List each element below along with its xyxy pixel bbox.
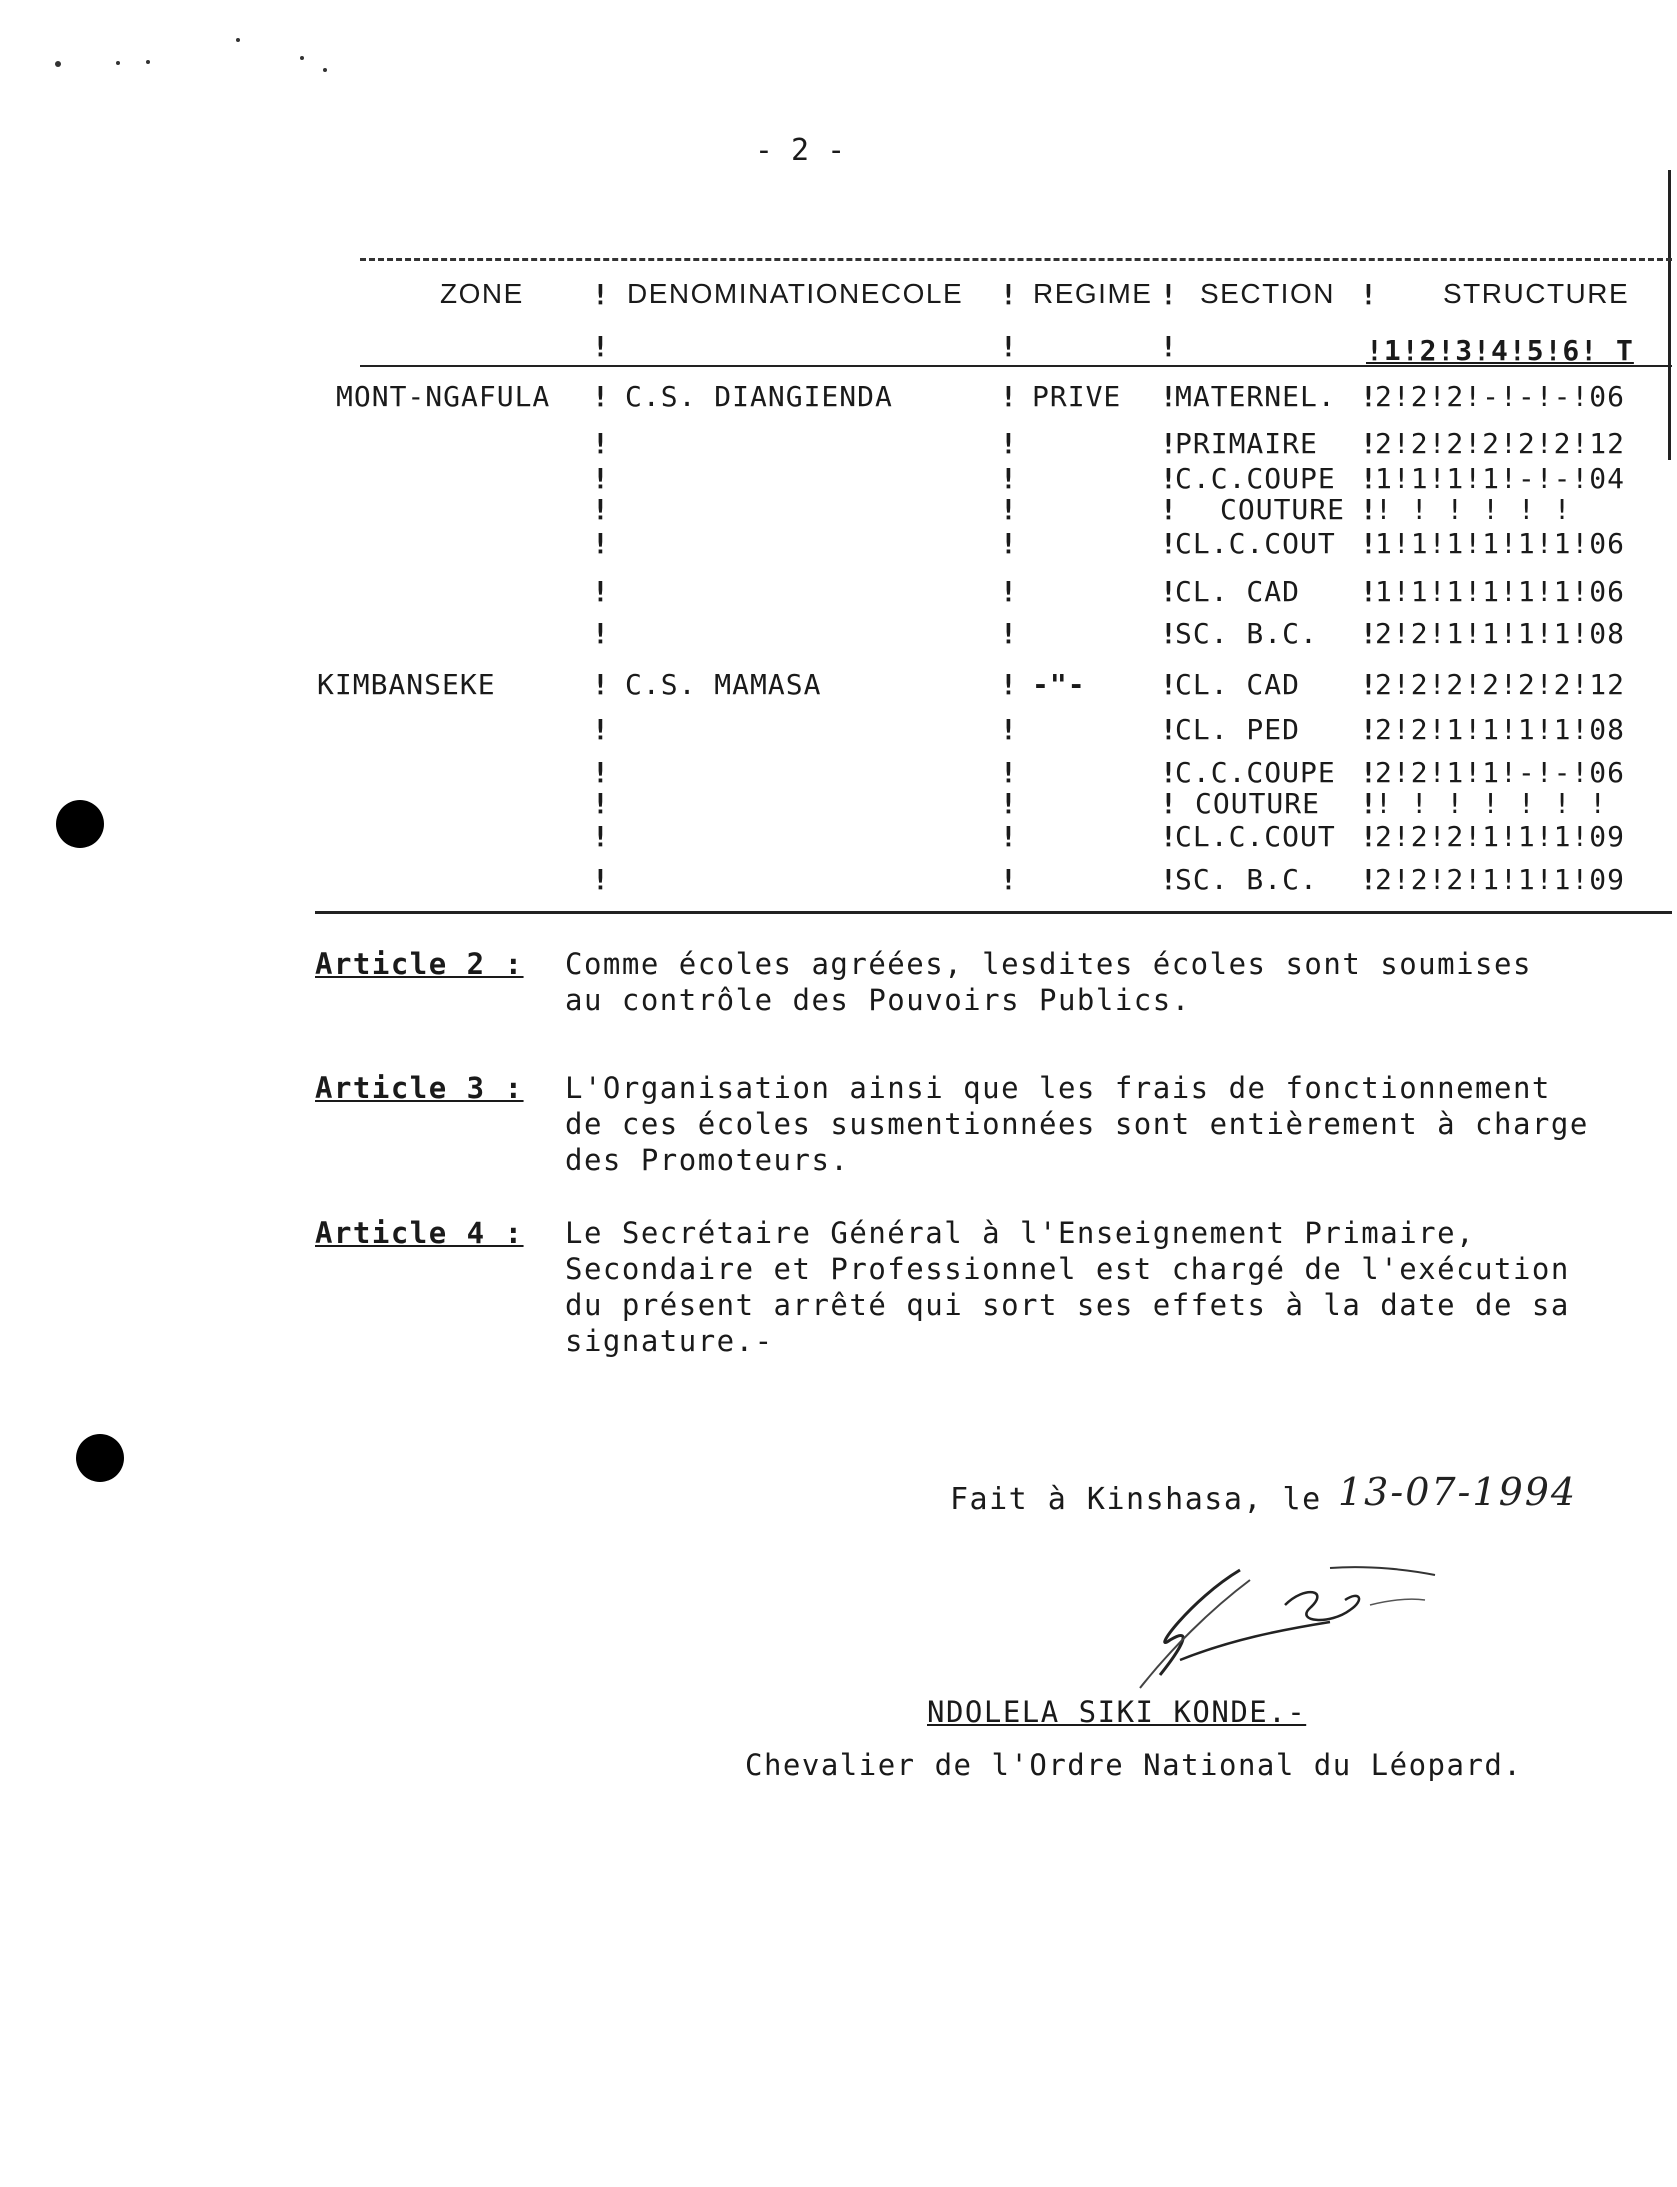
cell-regime: PRIVE <box>1032 380 1122 413</box>
cell-structure: 2!2!1!1!1!1!08 <box>1375 617 1626 650</box>
cell-structure: ! ! ! ! ! ! <box>1375 493 1572 526</box>
column-separator: ! <box>1000 617 1017 650</box>
article-text: Comme écoles agréées, lesdites écoles sont soumises au contrôle des Pouvoirs Publics. <box>565 947 1532 1017</box>
column-separator: ! <box>1360 820 1377 853</box>
header-denomination: DENOMINATIONECOLE <box>627 278 964 309</box>
column-separator: ! <box>1000 278 1017 311</box>
column-separator: ! <box>1360 863 1377 896</box>
column-separator: ! <box>1000 756 1017 789</box>
column-separator: ! <box>1160 713 1177 746</box>
column-separator: ! <box>1000 668 1017 701</box>
page-number: - 2 - <box>754 133 846 168</box>
cell-school: C.S. MAMASA <box>625 668 822 701</box>
table-bottom-rule <box>315 911 1672 914</box>
cell-structure: 2!2!2!1!1!1!09 <box>1375 820 1626 853</box>
column-separator: ! <box>1000 427 1017 460</box>
column-separator: ! <box>592 330 609 363</box>
cell-section: CL. PED <box>1175 713 1301 746</box>
column-separator: ! <box>1160 668 1177 701</box>
signer-name: NDOLELA SIKI KONDE.- <box>927 1695 1307 1729</box>
cell-regime: -"- <box>1032 668 1086 701</box>
cell-section: MATERNEL. <box>1175 380 1336 413</box>
table-header-rule <box>360 365 1672 367</box>
column-separator: ! <box>1000 820 1017 853</box>
column-separator: ! <box>1000 380 1017 413</box>
cell-structure: 2!2!2!2!2!2!12 <box>1375 668 1626 701</box>
column-separator: ! <box>1360 713 1377 746</box>
cell-section: C.C.COUPE <box>1175 756 1336 789</box>
column-separator: ! <box>592 787 609 820</box>
column-separator: ! <box>592 668 609 701</box>
column-separator: ! <box>592 863 609 896</box>
column-separator: ! <box>592 462 609 495</box>
column-separator: ! <box>1000 787 1017 820</box>
column-separator: ! <box>1000 527 1017 560</box>
column-separator: ! <box>592 756 609 789</box>
cell-structure: 2!2!2!1!1!1!09 <box>1375 863 1626 896</box>
article-label: Article 3 : <box>315 1071 524 1105</box>
column-separator: ! <box>1360 527 1377 560</box>
column-separator: ! <box>1360 380 1377 413</box>
column-separator: ! <box>1000 493 1017 526</box>
column-separator: ! <box>1160 493 1177 526</box>
column-separator: ! <box>1360 462 1377 495</box>
column-separator: ! <box>1360 278 1377 311</box>
column-separator: ! <box>592 380 609 413</box>
cell-structure: 2!2!1!1!-!-!06 <box>1375 756 1626 789</box>
column-separator: ! <box>1160 427 1177 460</box>
column-separator: ! <box>1160 756 1177 789</box>
column-separator: ! <box>592 527 609 560</box>
cell-section: C.C.COUPE <box>1175 462 1336 495</box>
column-separator: ! <box>1000 575 1017 608</box>
column-separator: ! <box>1160 820 1177 853</box>
article-text: L'Organisation ainsi que les frais de fonctionnement de ces écoles susmentionnées sont entièrement à charge des Promoteurs. <box>565 1071 1589 1177</box>
column-separator: ! <box>1160 527 1177 560</box>
column-separator: ! <box>592 820 609 853</box>
column-separator: ! <box>1360 493 1377 526</box>
cell-structure: 1!1!1!1!1!1!06 <box>1375 575 1626 608</box>
column-separator: ! <box>1160 380 1177 413</box>
cell-section: CL. CAD <box>1175 668 1301 701</box>
column-separator: ! <box>1160 863 1177 896</box>
table-top-rule <box>360 258 1672 261</box>
cell-structure: 2!2!1!1!1!1!08 <box>1375 713 1626 746</box>
column-separator: ! <box>1160 330 1177 363</box>
column-separator: ! <box>1160 575 1177 608</box>
column-separator: ! <box>592 713 609 746</box>
column-separator: ! <box>1360 787 1377 820</box>
page-edge-line <box>1668 170 1671 460</box>
column-separator: ! <box>592 278 609 311</box>
cell-section: COUTURE <box>1220 493 1346 526</box>
column-separator: ! <box>1360 575 1377 608</box>
column-separator: ! <box>1360 756 1377 789</box>
column-separator: ! <box>1160 787 1177 820</box>
column-separator: ! <box>1000 330 1017 363</box>
column-separator: ! <box>1000 713 1017 746</box>
punch-hole-top <box>56 800 104 848</box>
cell-structure: 2!2!2!2!2!2!12 <box>1375 427 1626 460</box>
header-section: SECTION <box>1200 278 1335 309</box>
article-text: Le Secrétaire Général à l'Enseignement Primaire, Secondaire et Professionnel est chargé de l'exécution du présent arrêté qui sort ses effets à la date de sa signature.- <box>565 1216 1570 1358</box>
cell-section: SC. B.C. <box>1175 863 1318 896</box>
column-separator: ! <box>1160 617 1177 650</box>
column-separator: ! <box>1160 462 1177 495</box>
cell-section: CL.C.COUT <box>1175 820 1336 853</box>
column-separator: ! <box>592 575 609 608</box>
column-separator: ! <box>1000 462 1017 495</box>
column-separator: ! <box>592 617 609 650</box>
column-separator: ! <box>592 427 609 460</box>
header-zone: ZONE <box>440 278 524 309</box>
header-structure-sub: !1!2!3!4!5!6! T <box>1366 334 1634 367</box>
scan-specks <box>0 0 400 90</box>
header-regime: REGIME <box>1033 278 1153 309</box>
column-separator: ! <box>1160 278 1177 311</box>
cell-structure: 1!1!1!1!-!-!04 <box>1375 462 1626 495</box>
cell-section: COUTURE <box>1195 787 1321 820</box>
cell-school: C.S. DIANGIENDA <box>625 380 893 413</box>
cell-section: CL.C.COUT <box>1175 527 1336 560</box>
article-label: Article 4 : <box>315 1216 524 1250</box>
article-label: Article 2 : <box>315 947 524 981</box>
handwritten-signature <box>1030 1530 1450 1690</box>
cell-zone: KIMBANSEKE <box>317 668 496 701</box>
cell-section: SC. B.C. <box>1175 617 1318 650</box>
cell-zone: MONT-NGAFULA <box>336 380 551 413</box>
signer-title: Chevalier de l'Ordre National du Léopard. <box>745 1748 1523 1782</box>
column-separator: ! <box>1360 617 1377 650</box>
cell-structure: ! ! ! ! ! ! ! <box>1375 787 1608 820</box>
column-separator: ! <box>1360 427 1377 460</box>
cell-section: PRIMAIRE <box>1175 427 1318 460</box>
column-separator: ! <box>592 493 609 526</box>
column-separator: ! <box>1000 863 1017 896</box>
cell-structure: 2!2!2!-!-!-!06 <box>1375 380 1626 413</box>
place-line: Fait à Kinshasa, le <box>950 1482 1322 1517</box>
cell-section: CL. CAD <box>1175 575 1301 608</box>
punch-hole-bottom <box>76 1434 124 1482</box>
handwritten-date: 13-07-1994 <box>1338 1470 1578 1514</box>
column-separator: ! <box>1360 668 1377 701</box>
cell-structure: 1!1!1!1!1!1!06 <box>1375 527 1626 560</box>
header-structure: STRUCTURE <box>1443 278 1630 309</box>
